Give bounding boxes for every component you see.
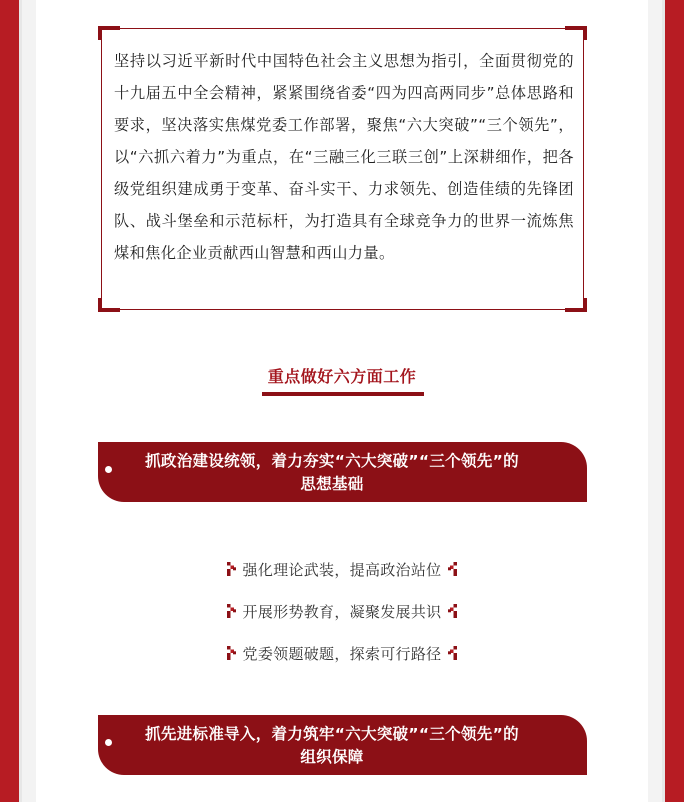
ornament-right-icon <box>447 646 458 660</box>
banner-dot-icon <box>105 466 112 473</box>
frame-corner-bottom-left <box>98 298 120 312</box>
ornament-left-icon <box>226 562 237 576</box>
banner-heading-line2: 组织保障 <box>300 748 364 766</box>
list-item-text: 强化理论武装，提高政治站位 <box>242 560 442 579</box>
right-border-strip <box>662 0 665 802</box>
frame-corner-bottom-right <box>565 298 587 312</box>
task-list <box>0 548 684 674</box>
left-border-strip <box>19 0 22 802</box>
banner-advanced-standards <box>98 715 587 775</box>
list-item <box>0 632 684 674</box>
banner-heading <box>112 723 552 769</box>
banner-heading-line1: 抓先进标准导入，着力筑牢“六大突破”“三个领先”的 <box>145 725 519 743</box>
list-item <box>0 590 684 632</box>
ornament-left-icon <box>226 646 237 660</box>
left-red-border <box>0 0 19 802</box>
banner-heading <box>112 450 552 496</box>
list-item <box>0 548 684 590</box>
section-title-underline <box>262 392 424 396</box>
ornament-right-icon <box>447 604 458 618</box>
section-title: 重点做好六方面工作 <box>267 367 417 386</box>
ornament-right-icon <box>447 562 458 576</box>
right-red-border <box>665 0 684 802</box>
banner-heading-line2: 思想基础 <box>300 475 364 493</box>
list-item-text: 党委领题破题，探索可行路径 <box>242 644 442 663</box>
frame-corner-top-right <box>565 26 587 40</box>
list-item-text: 开展形势教育，凝聚发展共识 <box>242 602 442 621</box>
intro-paragraph: 坚持以习近平新时代中国特色社会主义思想为指引，全面贯彻党的十九届五中全会精神，紧紧围绕省委“四为四高两同步”总体思路和要求，坚决落实焦煤党委工作部署，聚焦“六大突破”“三个领先”，以“六抓六着力”为重点，在“三融三化三联三创”上深耕细作，把各级党组织建成勇于变革、奋斗实干、力求领先、创造佳绩的先锋团队、战斗堡垒和示范标杆，为打造具有全球竞争力的世界一流炼焦煤和焦化企业贡献西山智慧和西山力量。 <box>114 52 574 262</box>
banner-political-construction <box>98 442 587 502</box>
banner-dot-icon <box>105 739 112 746</box>
ornament-left-icon <box>226 604 237 618</box>
banner-heading-line1: 抓政治建设统领，着力夯实“六大突破”“三个领先”的 <box>145 452 519 470</box>
frame-corner-top-left <box>98 26 120 40</box>
